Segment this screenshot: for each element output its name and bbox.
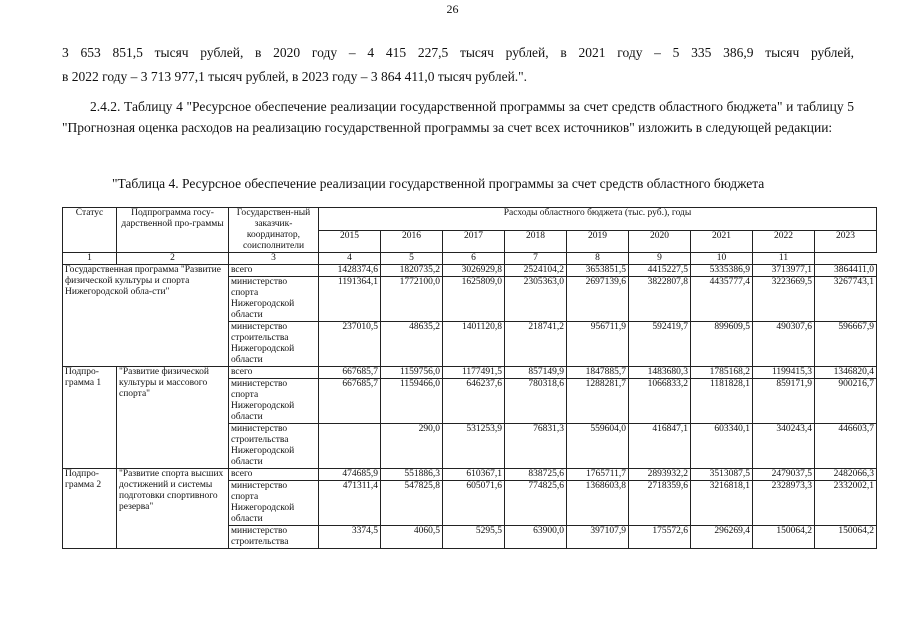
header-year: 2022 <box>753 230 815 253</box>
column-number: 9 <box>629 253 691 265</box>
header-year: 2016 <box>381 230 443 253</box>
value-cell: 1181828,1 <box>691 379 753 424</box>
table-body <box>63 253 877 549</box>
value-cell: 774825,6 <box>505 481 567 526</box>
value-cell: 2332002,1 <box>815 481 877 526</box>
value-cell: 1483680,3 <box>629 367 691 379</box>
value-cell: 471311,4 <box>319 481 381 526</box>
value-cell: 150064,2 <box>753 526 815 549</box>
column-number-row <box>63 253 877 265</box>
header-expenses: Расходы областного бюджета (тыс. руб.), годы <box>319 208 877 231</box>
value-cell: 3653851,5 <box>567 265 629 277</box>
value-cell: 3374,5 <box>319 526 381 549</box>
value-cell: 780318,6 <box>505 379 567 424</box>
customer-cell: всего <box>229 265 319 277</box>
value-cell: 838725,6 <box>505 469 567 481</box>
table-caption: "Таблица 4. Ресурсное обеспечение реализации государственной программы за счет средств областного бюджета <box>112 176 765 191</box>
value-cell: 3713977,1 <box>753 265 815 277</box>
value-cell <box>319 424 381 469</box>
header-subprogram: Подпрограмма госу-дарственной про-граммы <box>117 208 229 253</box>
subprogram-cell: "Развитие физической культуры и массового спорта" <box>117 367 229 469</box>
value-cell: 2305363,0 <box>505 277 567 322</box>
value-cell: 596667,9 <box>815 322 877 367</box>
amendment-paragraph: 2.4.2. Таблицу 4 "Ресурсное обеспечение реализации государственной программы за счет средств областного бюджета" и таблицу 5 "Прогнозная оценка расходов на реализацию государственной программы за счет всех источников" изложить в следующей редакции: <box>62 99 854 135</box>
value-cell: 2893932,2 <box>629 469 691 481</box>
value-cell: 592419,7 <box>629 322 691 367</box>
value-cell: 956711,9 <box>567 322 629 367</box>
value-cell: 340243,4 <box>753 424 815 469</box>
value-cell: 1159466,0 <box>381 379 443 424</box>
customer-cell: министерство спорта Нижегородской области <box>229 481 319 526</box>
value-cell: 667685,7 <box>319 367 381 379</box>
value-cell: 1847885,7 <box>567 367 629 379</box>
budget-table <box>62 207 877 549</box>
value-cell: 547825,8 <box>381 481 443 526</box>
value-cell: 4415227,5 <box>629 265 691 277</box>
column-number: 10 <box>691 253 753 265</box>
column-number: 1 <box>63 253 117 265</box>
value-cell: 1159756,0 <box>381 367 443 379</box>
value-cell: 5295,5 <box>443 526 505 549</box>
header-year: 2020 <box>629 230 691 253</box>
column-number: 2 <box>117 253 229 265</box>
value-cell: 416847,1 <box>629 424 691 469</box>
value-cell: 3267743,1 <box>815 277 877 322</box>
paragraph-line: 3 653 851,5 тысяч рублей, в 2020 году – 4 415 227,5 тысяч рублей, в 2021 году – 5 335 386,9 тысяч рублей, <box>62 45 854 60</box>
value-cell: 3513087,5 <box>691 469 753 481</box>
value-cell: 1428374,6 <box>319 265 381 277</box>
value-cell: 4060,5 <box>381 526 443 549</box>
customer-cell: министерство спорта Нижегородской области <box>229 379 319 424</box>
customer-cell: министерство строительства Нижегородской области <box>229 424 319 469</box>
value-cell: 3822807,8 <box>629 277 691 322</box>
value-cell: 63900,0 <box>505 526 567 549</box>
value-cell: 1765711,7 <box>567 469 629 481</box>
value-cell: 646237,6 <box>443 379 505 424</box>
status-cell: Подпро-грамма 1 <box>63 367 117 469</box>
value-cell: 857149,9 <box>505 367 567 379</box>
value-cell: 2328973,3 <box>753 481 815 526</box>
value-cell: 2718359,6 <box>629 481 691 526</box>
header-year: 2021 <box>691 230 753 253</box>
customer-cell: всего <box>229 367 319 379</box>
column-number: 5 <box>381 253 443 265</box>
value-cell: 76831,3 <box>505 424 567 469</box>
customer-cell: министерство спорта Нижегородской области <box>229 277 319 322</box>
value-cell: 610367,1 <box>443 469 505 481</box>
value-cell: 490307,6 <box>753 322 815 367</box>
value-cell: 1177491,5 <box>443 367 505 379</box>
value-cell: 859171,9 <box>753 379 815 424</box>
customer-cell: всего <box>229 469 319 481</box>
value-cell: 1820735,2 <box>381 265 443 277</box>
value-cell: 2482066,3 <box>815 469 877 481</box>
table-row <box>63 265 877 277</box>
value-cell: 603340,1 <box>691 424 753 469</box>
column-number: 3 <box>229 253 319 265</box>
customer-cell: министерство строительства Нижегородской области <box>229 322 319 367</box>
header-year: 2019 <box>567 230 629 253</box>
header-year: 2023 <box>815 230 877 253</box>
value-cell: 559604,0 <box>567 424 629 469</box>
value-cell: 551886,3 <box>381 469 443 481</box>
value-cell: 531253,9 <box>443 424 505 469</box>
table-header <box>63 208 877 253</box>
page-number: 26 <box>446 2 459 16</box>
value-cell: 2697139,6 <box>567 277 629 322</box>
column-number: 11 <box>753 253 815 265</box>
header-customer: Государствен-ный заказчик-координатор, соисполнители <box>229 208 319 253</box>
value-cell: 5335386,9 <box>691 265 753 277</box>
table-row <box>63 469 877 481</box>
value-cell: 175572,6 <box>629 526 691 549</box>
value-cell: 296269,4 <box>691 526 753 549</box>
value-cell: 4435777,4 <box>691 277 753 322</box>
column-number: 4 <box>319 253 381 265</box>
value-cell: 1368603,8 <box>567 481 629 526</box>
value-cell: 397107,9 <box>567 526 629 549</box>
value-cell: 1625809,0 <box>443 277 505 322</box>
value-cell: 667685,7 <box>319 379 381 424</box>
value-cell: 3216818,1 <box>691 481 753 526</box>
value-cell: 1401120,8 <box>443 322 505 367</box>
table-row <box>63 367 877 379</box>
value-cell: 2524104,2 <box>505 265 567 277</box>
value-cell: 1288281,7 <box>567 379 629 424</box>
customer-cell: министерство строительства <box>229 526 319 549</box>
value-cell: 218741,2 <box>505 322 567 367</box>
value-cell: 237010,5 <box>319 322 381 367</box>
value-cell: 1199415,3 <box>753 367 815 379</box>
status-cell: Государственная программа "Развитие физической культуры и спорта Нижегородской обла-сти" <box>63 265 229 367</box>
value-cell: 1066833,2 <box>629 379 691 424</box>
column-number: 6 <box>443 253 505 265</box>
header-year: 2015 <box>319 230 381 253</box>
paragraph-line: в 2022 году – 3 713 977,1 тысяч рублей, в 2023 году – 3 864 411,0 тысяч рублей.". <box>62 69 528 84</box>
value-cell: 3223669,5 <box>753 277 815 322</box>
header-year: 2017 <box>443 230 505 253</box>
header-year: 2018 <box>505 230 567 253</box>
value-cell: 474685,9 <box>319 469 381 481</box>
value-cell: 900216,7 <box>815 379 877 424</box>
header-status: Статус <box>63 208 117 253</box>
column-number: 8 <box>567 253 629 265</box>
value-cell: 899609,5 <box>691 322 753 367</box>
value-cell: 1191364,1 <box>319 277 381 322</box>
value-cell: 605071,6 <box>443 481 505 526</box>
value-cell: 1772100,0 <box>381 277 443 322</box>
value-cell: 48635,2 <box>381 322 443 367</box>
value-cell: 3864411,0 <box>815 265 877 277</box>
value-cell: 150064,2 <box>815 526 877 549</box>
value-cell: 1785168,2 <box>691 367 753 379</box>
status-cell: Подпро-грамма 2 <box>63 469 117 549</box>
subprogram-cell: "Развитие спорта высших достижений и системы подготовки спортивного резерва" <box>117 469 229 549</box>
value-cell: 290,0 <box>381 424 443 469</box>
value-cell: 446603,7 <box>815 424 877 469</box>
value-cell: 3026929,8 <box>443 265 505 277</box>
value-cell: 2479037,5 <box>753 469 815 481</box>
value-cell: 1346820,4 <box>815 367 877 379</box>
column-number: 7 <box>505 253 567 265</box>
